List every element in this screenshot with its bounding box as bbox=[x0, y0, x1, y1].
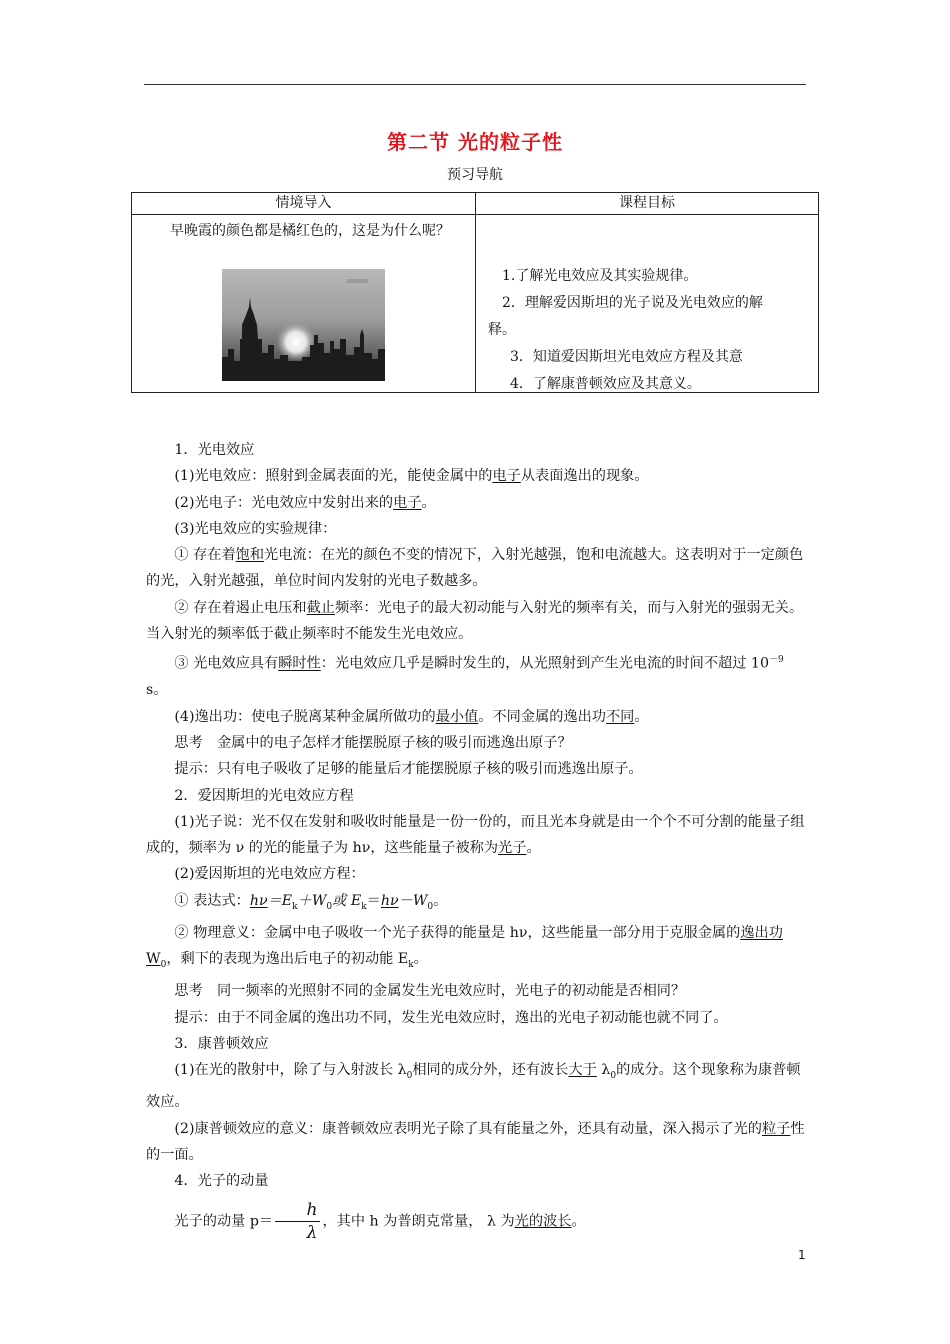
equation-line: ① 表达式：$h\nu=E_k+W_0$或 $E_k=h\nu-W_0$。 bbox=[174, 892, 448, 912]
lesson-content bbox=[146, 437, 808, 1244]
paragraph: ② 物理意义：金属中电子吸收一个光子获得的能量是 hν，这些能量一部分用于克服金属的逸出功 $W_0$，剩下的表现为逸出后电子的初动能 $E_k$。 bbox=[146, 924, 783, 971]
paragraph: (2)康普顿效应的意义：康普顿效应表明光子除了具有能量之外，还具有动量，深入揭示了光的粒子性的一面。 bbox=[146, 1120, 805, 1163]
goals-list bbox=[488, 263, 818, 398]
goal-item: 4．了解康普顿效应及其意义。 bbox=[510, 376, 701, 392]
hint: 提示：只有电子吸收了足够的能量后才能摆脱原子核的吸引而逃逸出原子。 bbox=[174, 761, 643, 778]
goal-item: 3．知道爱因斯坦光电效应方程及其意 bbox=[510, 349, 743, 365]
goal-item: 释。 bbox=[488, 322, 516, 338]
sunset-skyline-photo bbox=[222, 269, 385, 381]
think-question: 思考 金属中的电子怎样才能摆脱原子核的吸引而逃逸出原子？ bbox=[174, 735, 572, 751]
paragraph: ③ 光电效应具有瞬时性：光电效应几乎是瞬时发生的，从光照射到产生光电流的时间不超过 $10^{-9}$ s。 bbox=[146, 655, 784, 699]
paragraph: (1)光电效应：照射到金属表面的光，能使金属中的电子从表面逸出的现象。 bbox=[174, 468, 649, 485]
table-header-right: 课程目标 bbox=[476, 193, 819, 215]
paragraph: (3)光电效应的实验规律： bbox=[174, 520, 337, 537]
section-heading: 3．康普顿效应 bbox=[174, 1035, 269, 1052]
page-number: 1 bbox=[798, 1248, 806, 1262]
header-rule bbox=[144, 84, 806, 85]
skyline-illustration bbox=[222, 269, 385, 381]
goal-item: 2．理解爱因斯坦的光子说及光电效应的解 bbox=[502, 295, 763, 311]
section-heading: 2．爱因斯坦的光电效应方程 bbox=[174, 787, 354, 804]
paragraph: ① 存在着饱和光电流：在光的颜色不变的情况下，入射光越强，饱和电流越大。这表明对于一定颜色的光，入射光越强，单位时间内发射的光电子数越多。 bbox=[146, 547, 804, 590]
hint: 提示：由于不同金属的逸出功不同，发生光电效应时，逸出的光电子初动能也就不同了。 bbox=[174, 1009, 728, 1026]
paragraph: (4)逸出功：使电子脱离某种金属所做功的最小值。不同金属的逸出功不同。 bbox=[174, 708, 649, 725]
scenario-question: 早晚霞的颜色都是橘红色的，这是为什么呢？ bbox=[170, 223, 450, 239]
goal-item: 1.了解光电效应及其实验规律。 bbox=[502, 268, 698, 284]
preview-table bbox=[131, 192, 819, 393]
table-header-left: 情境导入 bbox=[132, 193, 476, 215]
section-heading: 1．光电效应 bbox=[174, 442, 255, 458]
think-question: 思考 同一频率的光照射不同的金属发生光电效应时，光电子的初动能是否相同？ bbox=[174, 983, 686, 1000]
paragraph: (2)光电子：光电效应中发射出来的电子。 bbox=[174, 494, 436, 511]
fraction: $\frac{h}{\lambda}$ bbox=[275, 1199, 320, 1244]
paragraph: (1)在光的散射中，除了与入射波长 $\lambda_0$相同的成分外，还有波长大于 $\lambda_0$的成分。这个现象称为康普顿效应。 bbox=[146, 1062, 801, 1111]
section-subtitle: 预习导航 bbox=[447, 167, 503, 183]
formula-line: 光子的动量 p＝ $\frac{h}{\lambda}$ ，其中 h 为普朗克常量， λ 为光的波长。 bbox=[174, 1199, 586, 1243]
section-heading: 4．光子的动量 bbox=[174, 1173, 269, 1190]
paragraph: (2)爱因斯坦的光电效应方程： bbox=[174, 866, 365, 883]
paragraph: (1)光子说：光不仅在发射和吸收时能量是一份一份的，而且光本身就是由一个个不可分割的能量子组成的，频率为 ν 的光的能量子为 hν，这些能量子被称为光子。 bbox=[146, 813, 805, 857]
scenario-cell bbox=[132, 215, 476, 393]
goals-cell bbox=[476, 215, 819, 393]
paragraph: ② 存在着遏止电压和截止频率：光电子的最大初动能与入射光的频率有关，而与入射光的强弱无关。当入射光的频率低于截止频率时不能发生光电效应。 bbox=[146, 599, 804, 643]
page-title: 第二节 光的粒子性 bbox=[387, 130, 563, 154]
